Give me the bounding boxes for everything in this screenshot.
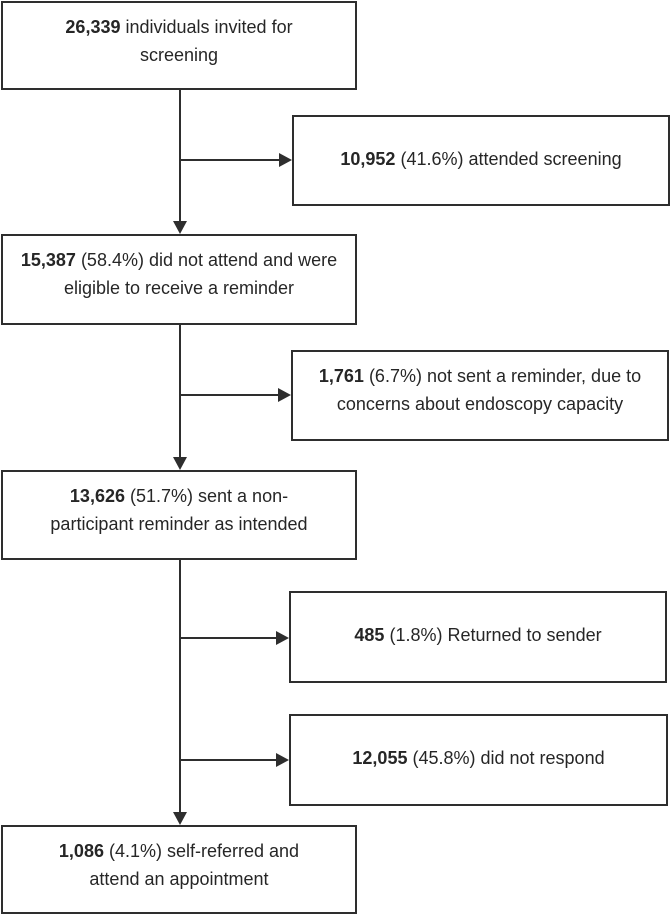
arrow-down-icon <box>173 221 187 234</box>
description: not sent a reminder, due to concerns about endoscopy capacity <box>336 366 642 414</box>
percent: (4.1%) <box>103 841 162 861</box>
branch-line-not-sent <box>180 394 279 396</box>
count: 1,761 <box>318 366 364 386</box>
percent: (41.6%) <box>395 148 464 169</box>
description: Returned to sender <box>442 625 602 645</box>
count: 15,387 <box>20 250 76 270</box>
box-not-sent <box>291 350 669 441</box>
percent: (58.4%) <box>75 250 144 270</box>
count: 26,339 <box>65 17 121 37</box>
arrow-right-icon <box>276 753 289 767</box>
count: 10,952 <box>340 148 396 169</box>
description: self-referred and attend an appointment <box>89 841 300 889</box>
box-sent-reminder-text <box>29 482 329 538</box>
count: 1,086 <box>58 841 104 861</box>
box-not-attend-eligible-text <box>19 246 339 302</box>
box-attended <box>292 115 670 206</box>
box-not-attend-eligible <box>1 234 357 325</box>
count: 13,626 <box>69 486 125 506</box>
box-self-referred <box>1 825 357 914</box>
arrow-down-icon <box>173 457 187 470</box>
box-self-referred-text <box>39 837 319 893</box>
box-invited-text <box>29 13 329 69</box>
arrow-down-icon <box>173 812 187 825</box>
percent: (45.8%) <box>407 748 476 768</box>
arrow-right-icon <box>279 153 292 167</box>
connector-line-1 <box>179 89 181 222</box>
percent: (1.8%) <box>384 625 443 645</box>
branch-line-returned <box>180 637 277 639</box>
box-attended-text <box>340 145 621 173</box>
branch-line-attended <box>180 159 280 161</box>
branch-line-no-response <box>180 759 277 761</box>
count: 12,055 <box>352 748 408 768</box>
description: individuals invited for screening <box>120 17 293 65</box>
description: did not respond <box>475 748 605 768</box>
connector-line-2 <box>179 323 181 457</box>
description: did not attend and were eligible to receive a reminder <box>63 250 338 298</box>
percent: (6.7%) <box>363 366 422 386</box>
box-not-sent-text <box>305 362 655 418</box>
box-returned-text <box>354 621 601 649</box>
box-no-response <box>289 714 668 806</box>
box-no-response-text <box>352 744 604 772</box>
box-sent-reminder <box>1 470 357 560</box>
connector-line-3 <box>179 558 181 812</box>
description: sent a non-participant reminder as intended <box>50 486 308 534</box>
count: 485 <box>354 625 385 645</box>
box-invited <box>1 1 357 90</box>
description: attended screening <box>463 148 622 169</box>
percent: (51.7%) <box>124 486 194 506</box>
arrow-right-icon <box>276 631 289 645</box>
box-returned <box>289 591 667 683</box>
arrow-right-icon <box>278 388 291 402</box>
